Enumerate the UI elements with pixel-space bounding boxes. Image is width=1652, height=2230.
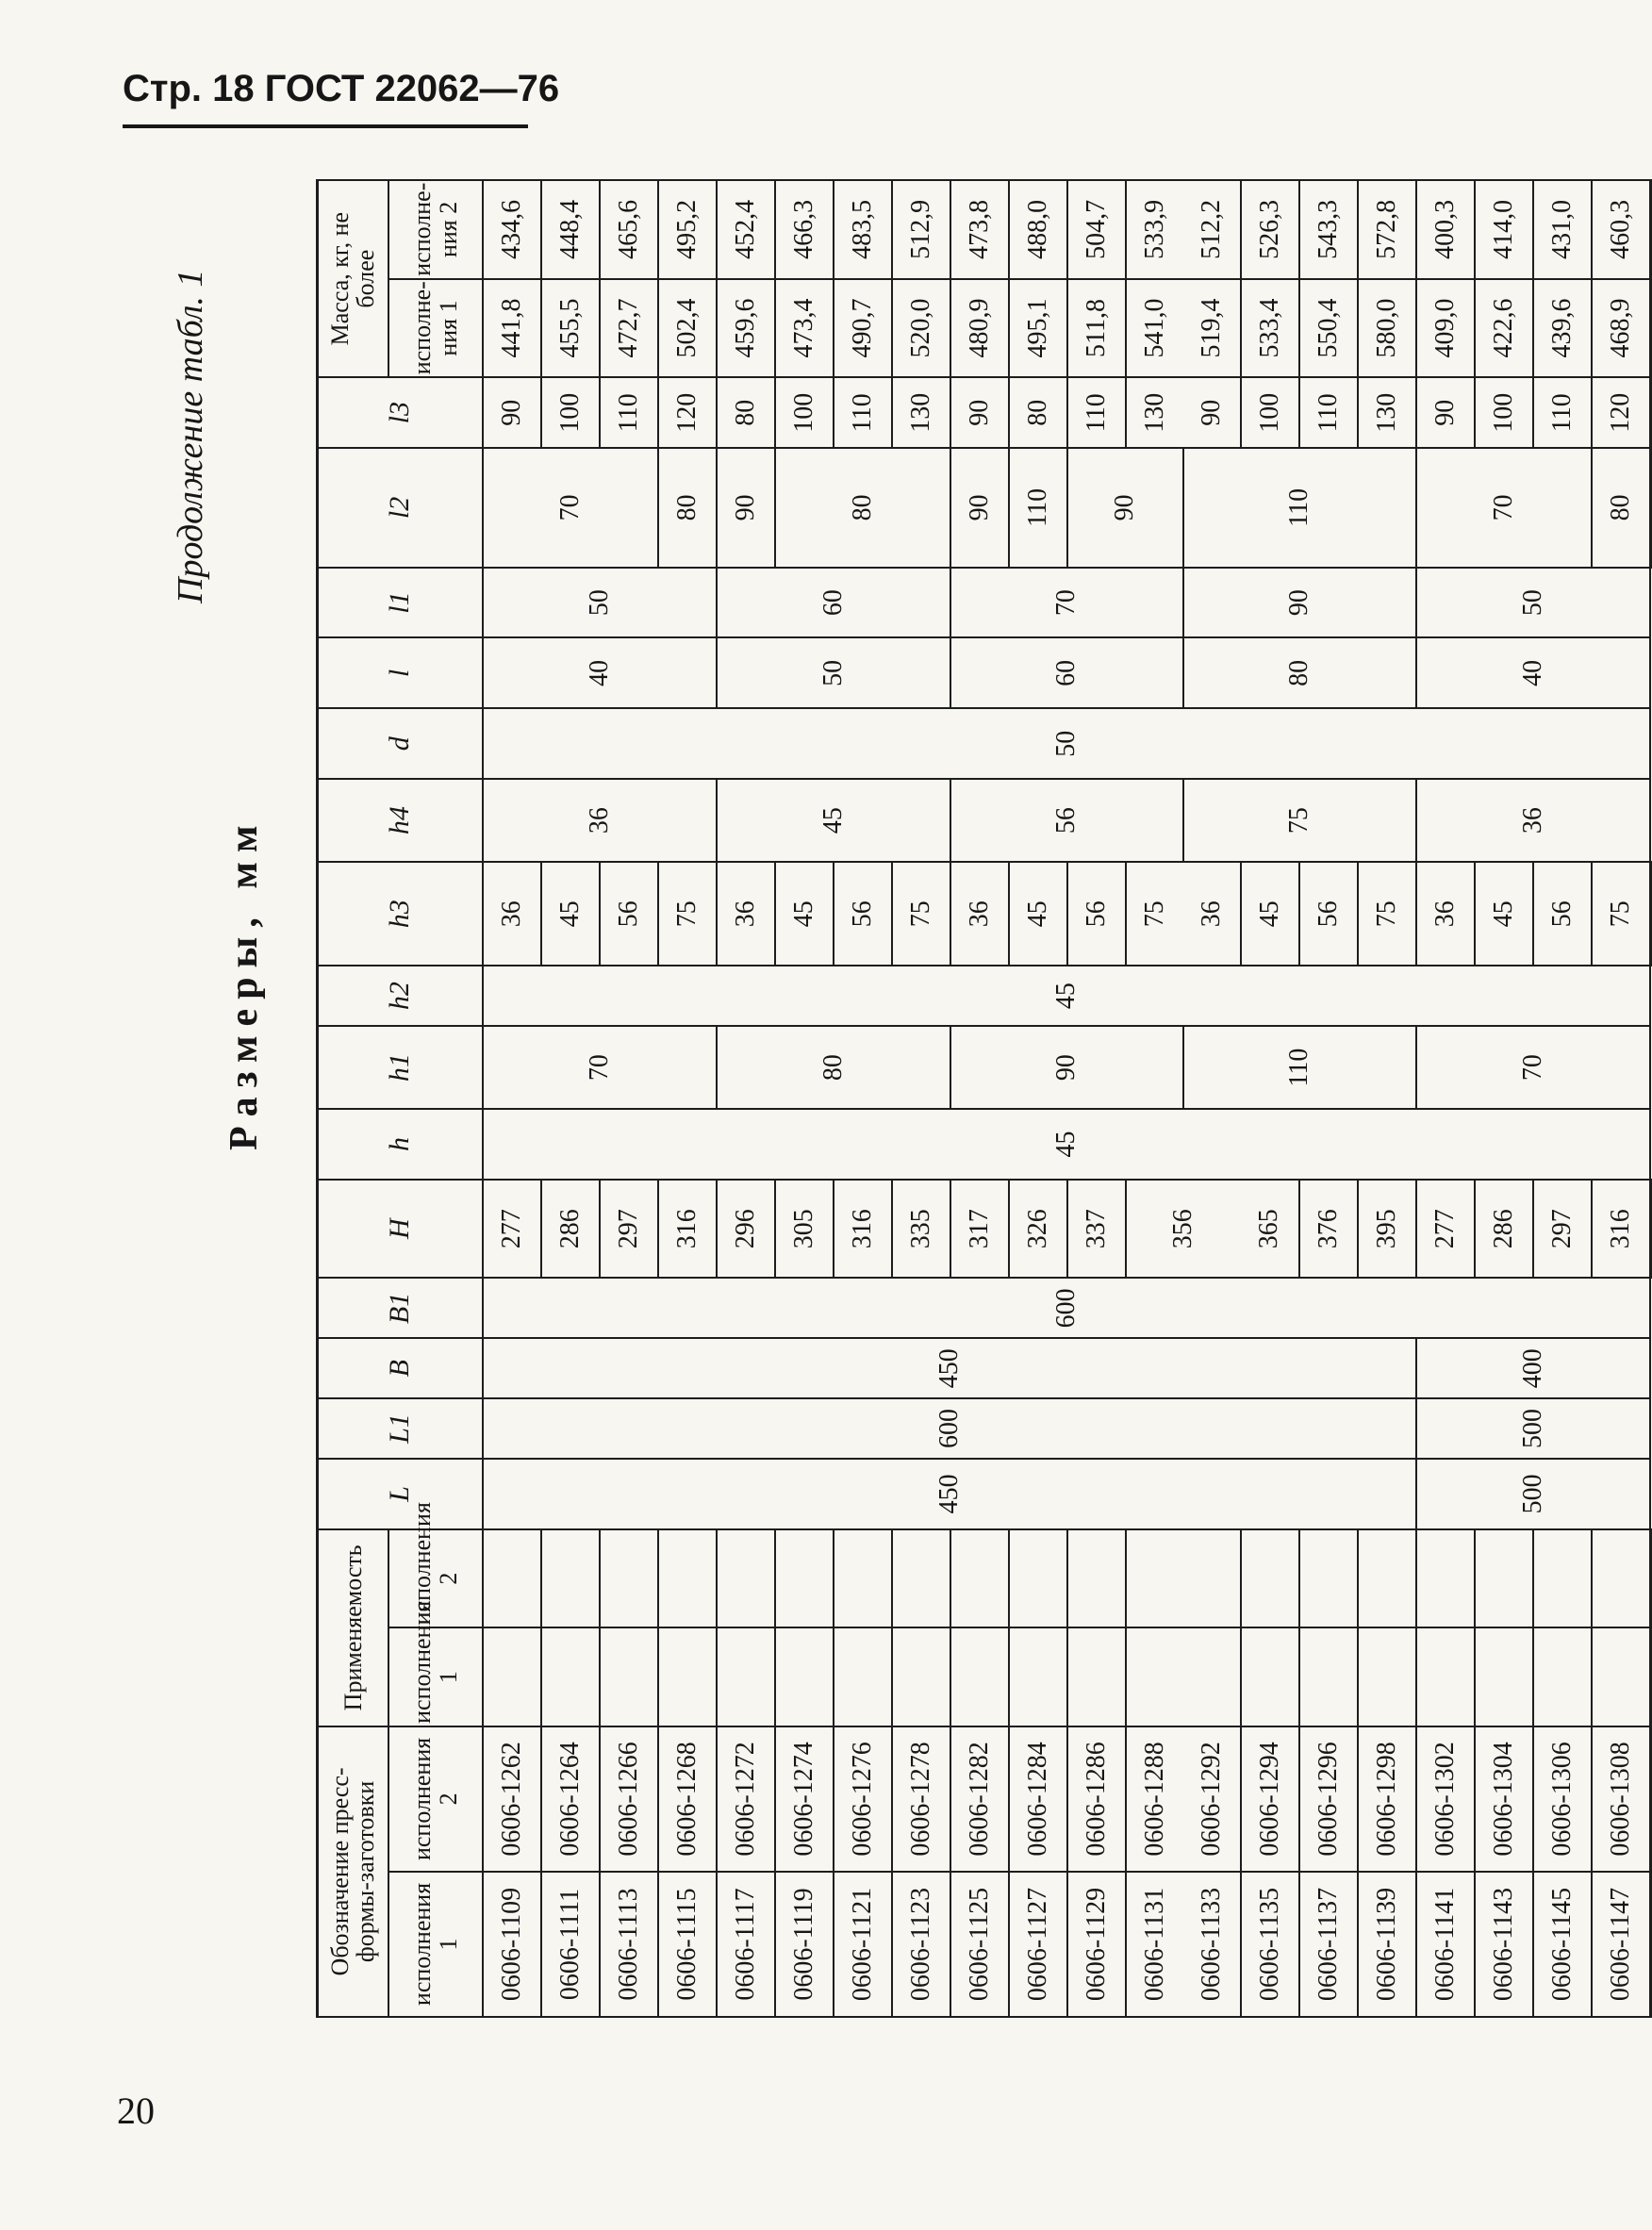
mass2-value: 512,9 — [892, 180, 950, 279]
mass2-value: 431,0 — [1533, 180, 1592, 279]
h3-value: 45 — [775, 862, 834, 966]
h1-value: 90 — [950, 1026, 1183, 1109]
code-exec1: 0606-1125 — [950, 1872, 1009, 2017]
h3-value: 56 — [1067, 862, 1126, 966]
sizes-title: Размеры, мм — [223, 816, 266, 1150]
mass2-value: 572,8 — [1358, 180, 1416, 279]
l1-value: 50 — [483, 568, 717, 638]
applicability-cell — [1416, 1529, 1475, 1628]
h3-value: 56 — [1299, 862, 1358, 966]
code-exec1: 0606-1119 — [775, 1872, 834, 2017]
mass1-value: 533,4 — [1241, 279, 1299, 378]
code-exec1: 0606-1133 — [1183, 1872, 1241, 2017]
applicability-cell — [1183, 1627, 1241, 1726]
mass1-value: 455,5 — [541, 279, 600, 378]
mass2-value: 414,0 — [1475, 180, 1533, 279]
applicability-cell — [1241, 1627, 1299, 1726]
H-value: 316 — [1592, 1180, 1651, 1279]
mass-header: Масса, кг, не более — [318, 180, 388, 377]
l3-value: 110 — [600, 377, 658, 448]
applicability-cell — [483, 1627, 541, 1726]
code-exec2: 0606-1274 — [775, 1726, 834, 1872]
h1-value: 70 — [483, 1026, 717, 1109]
code-exec1: 0606-1115 — [658, 1872, 717, 2017]
applicability-cell — [834, 1529, 892, 1628]
mass1-value: 502,4 — [658, 279, 717, 378]
table-caption: Продолжение табл. 1 — [171, 269, 210, 603]
l3-value: 90 — [950, 377, 1009, 448]
mass2-value: 526,3 — [1241, 180, 1299, 279]
code-exec1: 0606-1127 — [1009, 1872, 1067, 2017]
l2-value: 80 — [1592, 448, 1651, 568]
applicability-cell — [717, 1627, 775, 1726]
applicability-cell — [1475, 1529, 1533, 1628]
mass1-value: 472,7 — [600, 279, 658, 378]
l2-value: 110 — [1009, 448, 1067, 568]
col-h: h — [318, 1109, 483, 1180]
L1-value: 600 — [483, 1398, 1416, 1459]
code-exec1: 0606-1121 — [834, 1872, 892, 2017]
l2-value: 90 — [1067, 448, 1183, 568]
l3-value: 100 — [775, 377, 834, 448]
l2-value: 80 — [658, 448, 717, 568]
H-value: 296 — [717, 1180, 775, 1279]
code-exec1: 0606-1141 — [1416, 1872, 1475, 2017]
applicability-cell — [541, 1529, 600, 1628]
mass2-value: 465,6 — [600, 180, 658, 279]
code-exec2: 0606-1268 — [658, 1726, 717, 1872]
applicability-cell — [950, 1627, 1009, 1726]
h4-value: 75 — [1183, 779, 1416, 862]
col-l1: l1 — [318, 568, 483, 638]
page-number: 20 — [117, 2090, 155, 2132]
mass-exec2: исполне-ния 2 — [388, 180, 483, 279]
col-h2: h2 — [318, 966, 483, 1026]
l3-value: 100 — [541, 377, 600, 448]
code-exec1: 0606-1143 — [1475, 1872, 1533, 2017]
l1-value: 60 — [717, 568, 950, 638]
code-exec2: 0606-1264 — [541, 1726, 600, 1872]
H-value: 335 — [892, 1180, 950, 1279]
h3-value: 75 — [892, 862, 950, 966]
L1-value: 500 — [1416, 1398, 1651, 1459]
code-exec2: 0606-1282 — [950, 1726, 1009, 1872]
l1-value: 50 — [1416, 568, 1651, 638]
mass2-value: 495,2 — [658, 180, 717, 279]
code-exec2: 0606-1272 — [717, 1726, 775, 1872]
applicability-cell — [1592, 1627, 1651, 1726]
col-h4: h4 — [318, 779, 483, 862]
H-value: 316 — [834, 1180, 892, 1279]
applicability-cell — [892, 1529, 950, 1628]
mass2-value: 466,3 — [775, 180, 834, 279]
H-value: 337 — [1067, 1180, 1126, 1279]
h1-value: 110 — [1183, 1026, 1416, 1109]
h3-value: 45 — [1241, 862, 1299, 966]
col-h3: h3 — [318, 862, 483, 966]
code-exec2: 0606-1288 — [1126, 1726, 1183, 1872]
mass1-value: 459,6 — [717, 279, 775, 378]
code-exec2: 0606-1294 — [1241, 1726, 1299, 1872]
applicability-exec2: исполнения 2 — [388, 1529, 483, 1628]
applicability-cell — [1475, 1627, 1533, 1726]
col-d: d — [318, 708, 483, 779]
col-H: H — [318, 1180, 483, 1279]
code-exec1: 0606-1147 — [1592, 1872, 1651, 2017]
H-value: 326 — [1009, 1180, 1067, 1279]
designation-exec2: исполнения 2 — [388, 1726, 483, 1872]
page-header: Стр. 18 ГОСТ 22062—76 — [123, 68, 560, 109]
mass1-value: 409,0 — [1416, 279, 1475, 378]
h3-value: 75 — [1592, 862, 1651, 966]
table-row — [950, 180, 1009, 2017]
l2-value: 70 — [483, 448, 658, 568]
H-value: 297 — [600, 1180, 658, 1279]
H-value: 356 — [1126, 1180, 1241, 1279]
l2-value: 70 — [1416, 448, 1592, 568]
mass1-value: 520,0 — [892, 279, 950, 378]
h3-value: 56 — [600, 862, 658, 966]
h3-value: 45 — [1009, 862, 1067, 966]
h3-value: 45 — [1475, 862, 1533, 966]
applicability-cell — [1126, 1627, 1183, 1726]
code-exec2: 0606-1276 — [834, 1726, 892, 1872]
code-exec2: 0606-1308 — [1592, 1726, 1651, 1872]
H-value: 297 — [1533, 1180, 1592, 1279]
code-exec2: 0606-1286 — [1067, 1726, 1126, 1872]
h3-value: 56 — [1533, 862, 1592, 966]
applicability-cell — [1009, 1529, 1067, 1628]
h3-value: 75 — [1358, 862, 1416, 966]
l3-value: 90 — [1183, 377, 1241, 448]
code-exec1: 0606-1137 — [1299, 1872, 1358, 2017]
mass1-value: 468,9 — [1592, 279, 1651, 378]
code-exec2: 0606-1306 — [1533, 1726, 1592, 1872]
mass1-value: 490,7 — [834, 279, 892, 378]
code-exec1: 0606-1129 — [1067, 1872, 1126, 2017]
h3-value: 36 — [1416, 862, 1475, 966]
mass1-value: 480,9 — [950, 279, 1009, 378]
l3-value: 130 — [1358, 377, 1416, 448]
L-value: 450 — [483, 1459, 1416, 1529]
l-value: 80 — [1183, 638, 1416, 709]
col-L: L — [318, 1459, 483, 1529]
l3-value: 80 — [1009, 377, 1067, 448]
applicability-cell — [1183, 1529, 1241, 1628]
h1-value: 70 — [1416, 1026, 1651, 1109]
mass2-value: 460,3 — [1592, 180, 1651, 279]
l3-value: 110 — [1533, 377, 1592, 448]
applicability-cell — [658, 1529, 717, 1628]
L-value: 500 — [1416, 1459, 1651, 1529]
table-row — [717, 180, 775, 2017]
d-value: 50 — [483, 708, 1651, 779]
applicability-cell — [775, 1529, 834, 1628]
mass1-value: 511,8 — [1067, 279, 1126, 378]
code-exec1: 0606-1113 — [600, 1872, 658, 2017]
applicability-cell — [1358, 1627, 1416, 1726]
applicability-cell — [483, 1529, 541, 1628]
mass2-value: 400,3 — [1416, 180, 1475, 279]
table-row — [483, 180, 541, 2017]
H-value: 286 — [1475, 1180, 1533, 1279]
header-rule — [123, 124, 528, 128]
applicability-cell — [775, 1627, 834, 1726]
code-exec2: 0606-1302 — [1416, 1726, 1475, 1872]
l1-value: 70 — [950, 568, 1183, 638]
mass1-value: 519,4 — [1183, 279, 1241, 378]
applicability-cell — [717, 1529, 775, 1628]
l3-value: 120 — [1592, 377, 1651, 448]
h1-value: 80 — [717, 1026, 950, 1109]
applicability-cell — [600, 1529, 658, 1628]
code-exec1: 0606-1117 — [717, 1872, 775, 2017]
h3-value: 36 — [717, 862, 775, 966]
h4-value: 56 — [950, 779, 1183, 862]
code-exec1: 0606-1123 — [892, 1872, 950, 2017]
l3-value: 90 — [1416, 377, 1475, 448]
col-l2: l2 — [318, 448, 483, 568]
H-value: 317 — [950, 1180, 1009, 1279]
h3-value: 36 — [1183, 862, 1241, 966]
l2-value: 110 — [1183, 448, 1416, 568]
col-l3: l3 — [318, 377, 483, 448]
l-value: 40 — [483, 638, 717, 709]
h4-value: 45 — [717, 779, 950, 862]
applicability-cell — [1533, 1627, 1592, 1726]
col-B1: B1 — [318, 1278, 483, 1338]
l3-value: 90 — [483, 377, 541, 448]
code-exec2: 0606-1278 — [892, 1726, 950, 1872]
applicability-cell — [950, 1529, 1009, 1628]
mass2-value: 452,4 — [717, 180, 775, 279]
code-exec2: 0606-1284 — [1009, 1726, 1067, 1872]
code-exec1: 0606-1139 — [1358, 1872, 1416, 2017]
l2-value: 80 — [775, 448, 950, 568]
table-row — [1416, 180, 1475, 2017]
col-h1: h1 — [318, 1026, 483, 1109]
applicability-cell — [1067, 1627, 1126, 1726]
mass2-value: 448,4 — [541, 180, 600, 279]
H-value: 376 — [1299, 1180, 1358, 1279]
mass2-value: 483,5 — [834, 180, 892, 279]
l2-value: 90 — [717, 448, 775, 568]
l3-value: 110 — [834, 377, 892, 448]
B-value: 450 — [483, 1338, 1416, 1398]
code-exec1: 0606-1131 — [1126, 1872, 1183, 2017]
l2-value: 90 — [950, 448, 1009, 568]
mass1-value: 550,4 — [1299, 279, 1358, 378]
h2-value: 45 — [483, 966, 1651, 1026]
h-value: 45 — [483, 1109, 1651, 1180]
l-value: 50 — [717, 638, 950, 709]
B1-value: 600 — [483, 1278, 1651, 1338]
l3-value: 110 — [1067, 377, 1126, 448]
applicability-header: Применяемость — [318, 1529, 388, 1726]
code-exec1: 0606-1135 — [1241, 1872, 1299, 2017]
col-L1: L1 — [318, 1398, 483, 1459]
mass2-value: 533,9 — [1126, 180, 1183, 279]
applicability-cell — [600, 1627, 658, 1726]
h3-value: 45 — [541, 862, 600, 966]
applicability-cell — [834, 1627, 892, 1726]
H-value: 277 — [483, 1180, 541, 1279]
code-exec1: 0606-1109 — [483, 1872, 541, 2017]
mass2-value: 488,0 — [1009, 180, 1067, 279]
applicability-cell — [1358, 1529, 1416, 1628]
applicability-cell — [1067, 1529, 1126, 1628]
applicability-cell — [1299, 1529, 1358, 1628]
H-value: 286 — [541, 1180, 600, 1279]
applicability-cell — [658, 1627, 717, 1726]
code-exec2: 0606-1298 — [1358, 1726, 1416, 1872]
code-exec2: 0606-1262 — [483, 1726, 541, 1872]
l-value: 60 — [950, 638, 1183, 709]
l3-value: 130 — [892, 377, 950, 448]
h3-value: 75 — [658, 862, 717, 966]
l3-value: 110 — [1299, 377, 1358, 448]
l1-value: 90 — [1183, 568, 1416, 638]
applicability-cell — [1126, 1529, 1183, 1628]
H-value: 305 — [775, 1180, 834, 1279]
mass1-value: 473,4 — [775, 279, 834, 378]
applicability-cell — [541, 1627, 600, 1726]
table-titles — [160, 179, 316, 2018]
mass1-value: 439,6 — [1533, 279, 1592, 378]
B-value: 400 — [1416, 1338, 1651, 1398]
mass2-value: 434,6 — [483, 180, 541, 279]
mass2-value: 512,2 — [1183, 180, 1241, 279]
H-value: 277 — [1416, 1180, 1475, 1279]
col-l: l — [318, 638, 483, 709]
l3-value: 100 — [1475, 377, 1533, 448]
h4-value: 36 — [1416, 779, 1651, 862]
l3-value: 100 — [1241, 377, 1299, 448]
mass1-value: 495,1 — [1009, 279, 1067, 378]
applicability-exec1: исполнения 1 — [388, 1627, 483, 1726]
applicability-cell — [1009, 1627, 1067, 1726]
applicability-cell — [892, 1627, 950, 1726]
h3-value: 36 — [483, 862, 541, 966]
mass2-value: 543,3 — [1299, 180, 1358, 279]
h3-value: 75 — [1126, 862, 1183, 966]
mass1-value: 422,6 — [1475, 279, 1533, 378]
code-exec2: 0606-1304 — [1475, 1726, 1533, 1872]
H-value: 365 — [1241, 1180, 1299, 1279]
mass1-value: 580,0 — [1358, 279, 1416, 378]
mass2-value: 504,7 — [1067, 180, 1126, 279]
applicability-cell — [1241, 1529, 1299, 1628]
applicability-cell — [1533, 1529, 1592, 1628]
l3-value: 80 — [717, 377, 775, 448]
code-exec2: 0606-1292 — [1183, 1726, 1241, 1872]
H-value: 395 — [1358, 1180, 1416, 1279]
h3-value: 56 — [834, 862, 892, 966]
code-exec2: 0606-1266 — [600, 1726, 658, 1872]
mass1-value: 541,0 — [1126, 279, 1183, 378]
mass1-value: 441,8 — [483, 279, 541, 378]
l3-value: 120 — [658, 377, 717, 448]
dimensions-table — [316, 179, 1652, 2018]
l3-value: 130 — [1126, 377, 1183, 448]
H-value: 316 — [658, 1180, 717, 1279]
table-row — [1183, 180, 1241, 2017]
col-B: B — [318, 1338, 483, 1398]
code-exec1: 0606-1111 — [541, 1872, 600, 2017]
h4-value: 36 — [483, 779, 717, 862]
l-value: 40 — [1416, 638, 1651, 709]
mass2-value: 473,8 — [950, 180, 1009, 279]
applicability-cell — [1416, 1627, 1475, 1726]
code-exec2: 0606-1296 — [1299, 1726, 1358, 1872]
code-exec1: 0606-1145 — [1533, 1872, 1592, 2017]
designation-exec1: исполнения 1 — [388, 1872, 483, 2017]
rotated-table-block — [160, 179, 1635, 2018]
mass-exec1: исполне-ния 1 — [388, 279, 483, 378]
h3-value: 36 — [950, 862, 1009, 966]
applicability-cell — [1299, 1627, 1358, 1726]
designation-header: Обозначение пресс-формы-заготовки — [318, 1726, 388, 2017]
applicability-cell — [1592, 1529, 1651, 1628]
